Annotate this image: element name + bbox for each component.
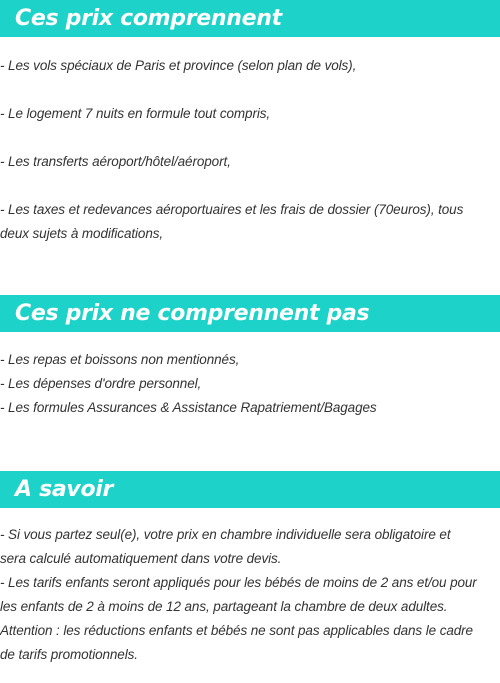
included-item-lodging: - Le logement 7 nuits en formule tout compris, (0, 106, 271, 121)
info-line-children: - Les tarifs enfants seront appliqués pour les bébés de moins de 2 ans et/ou pour (0, 575, 477, 590)
section-header-not-included (0, 295, 500, 332)
section-header-good-to-know (0, 471, 500, 508)
excluded-item-personal: - Les dépenses d'ordre personnel, (0, 376, 202, 391)
section-header-included (0, 0, 500, 37)
excluded-item-meals: - Les repas et boissons non mentionnés, (0, 352, 240, 367)
section-title-good-to-know: A savoir (15, 477, 114, 502)
included-item-flights: - Les vols spéciaux de Paris et province (selon plan de vols), (0, 58, 357, 73)
info-line-attention-cont: de tarifs promotionnels. (0, 647, 138, 662)
section-title-not-included: Ces prix ne comprennent pas (15, 301, 370, 326)
info-line-children-cont: les enfants de 2 à moins de 12 ans, partageant la chambre de deux adultes. (0, 599, 448, 614)
section-title-included: Ces prix comprennent (15, 6, 282, 31)
info-line-single: - Si vous partez seul(e), votre prix en chambre individuelle sera obligatoire et (0, 527, 451, 542)
info-line-single-cont: sera calculé automatiquement dans votre devis. (0, 551, 282, 566)
excluded-item-insurance: - Les formules Assurances & Assistance Rapatriement/Bagages (0, 400, 377, 415)
included-item-taxes: - Les taxes et redevances aéroportuaires et les frais de dossier (70euros), tous (0, 202, 464, 217)
included-item-transfers: - Les transferts aéroport/hôtel/aéroport, (0, 154, 231, 169)
included-item-taxes-cont: deux sujets à modifications, (0, 226, 164, 241)
info-line-attention: Attention : les réductions enfants et bébés ne sont pas applicables dans le cadre (0, 623, 473, 638)
